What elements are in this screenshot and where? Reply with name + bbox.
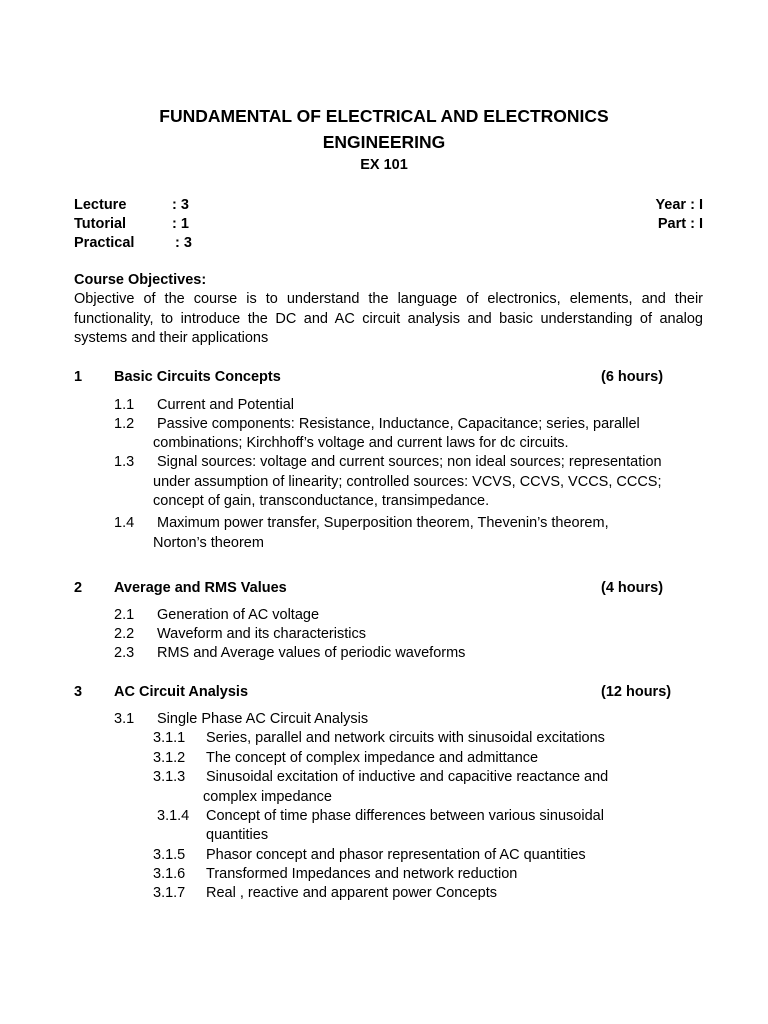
- tutorial-label: Tutorial: [74, 216, 127, 232]
- subitem-text: The concept of complex impedance and admittance: [206, 750, 539, 766]
- practical-value: : 3: [175, 235, 192, 251]
- course-title-line2: ENGINEERING: [322, 132, 446, 152]
- subitem-text: Real , reactive and apparent power Concepts: [206, 885, 497, 901]
- section-hours: (6 hours): [601, 369, 664, 385]
- subitem-number: 3.1.6: [153, 866, 186, 882]
- subitem-text: complex impedance: [203, 789, 332, 805]
- item-number: 1.3: [114, 454, 135, 470]
- subitem-text: Concept of time phase differences between various sinusoidal: [206, 808, 604, 824]
- objectives-heading: Course Objectives:: [74, 272, 207, 288]
- section-number: 2: [74, 580, 83, 596]
- item-text: Waveform and its characteristics: [157, 626, 366, 642]
- item-text: under assumption of linearity; controlled sources: VCVS, CCVS, VCCS, CCCS;: [153, 474, 662, 490]
- item-text: Norton’s theorem: [153, 535, 264, 551]
- section-title: Basic Circuits Concepts: [114, 369, 281, 385]
- subitem-number: 3.1.2: [153, 750, 186, 766]
- subitem-number: 3.1.7: [153, 885, 186, 901]
- subitem-number: 3.1.1: [153, 730, 186, 746]
- item-text: Passive components: Resistance, Inductance, Capacitance; series, parallel: [157, 416, 640, 432]
- part-label: Part : I: [657, 216, 703, 232]
- subitem-number: 3.1.4: [157, 808, 190, 824]
- item-text: Generation of AC voltage: [157, 607, 320, 623]
- section-hours: (12 hours): [601, 684, 672, 700]
- item-text: RMS and Average values of periodic waveforms: [157, 645, 466, 661]
- section-title: AC Circuit Analysis: [114, 684, 249, 700]
- section-title: Average and RMS Values: [114, 580, 287, 596]
- item-text: combinations; Kirchhoff’s voltage and current laws for dc circuits.: [153, 435, 569, 451]
- year-label: Year : I: [655, 197, 703, 213]
- course-code: EX 101: [360, 157, 408, 173]
- item-text: Maximum power transfer, Superposition theorem, Thevenin’s theorem,: [157, 515, 609, 531]
- subitem-text: Transformed Impedances and network reduction: [206, 866, 518, 882]
- subitem-number: 3.1.3: [153, 769, 186, 785]
- subitem-text: Series, parallel and network circuits with sinusoidal excitations: [206, 730, 605, 746]
- item-number: 3.1: [114, 711, 135, 727]
- section-hours: (4 hours): [601, 580, 664, 596]
- tutorial-value: : 1: [172, 216, 189, 232]
- subitem-number: 3.1.5: [153, 847, 186, 863]
- item-number: 2.3: [114, 645, 135, 661]
- item-number: 2.1: [114, 607, 135, 623]
- course-title-line1: FUNDAMENTAL OF ELECTRICAL AND ELECTRONICS: [159, 106, 609, 126]
- item-text: Signal sources: voltage and current sources; non ideal sources; representation: [157, 454, 662, 470]
- item-number: 2.2: [114, 626, 135, 642]
- lecture-label: Lecture: [74, 197, 127, 213]
- item-text: Single Phase AC Circuit Analysis: [157, 711, 369, 727]
- item-text: Current and Potential: [157, 397, 295, 413]
- item-text: concept of gain, transconductance, transimpedance.: [153, 493, 490, 509]
- subitem-text: quantities: [206, 827, 269, 843]
- item-number: 1.2: [114, 416, 135, 432]
- subitem-text: Sinusoidal excitation of inductive and capacitive reactance and: [206, 769, 609, 785]
- item-number: 1.1: [114, 397, 135, 413]
- lecture-value: : 3: [172, 197, 189, 213]
- section-number: 1: [74, 369, 83, 385]
- section-number: 3: [74, 684, 83, 700]
- item-number: 1.4: [114, 515, 135, 531]
- practical-label: Practical: [74, 235, 135, 251]
- subitem-text: Phasor concept and phasor representation of AC quantities: [206, 847, 586, 863]
- objectives-text: Objective of the course is to understand the language of electronics, elements, and their functionality, to introduce the DC and AC circuit analysis and basic understanding of analog systems and their applications: [74, 291, 703, 346]
